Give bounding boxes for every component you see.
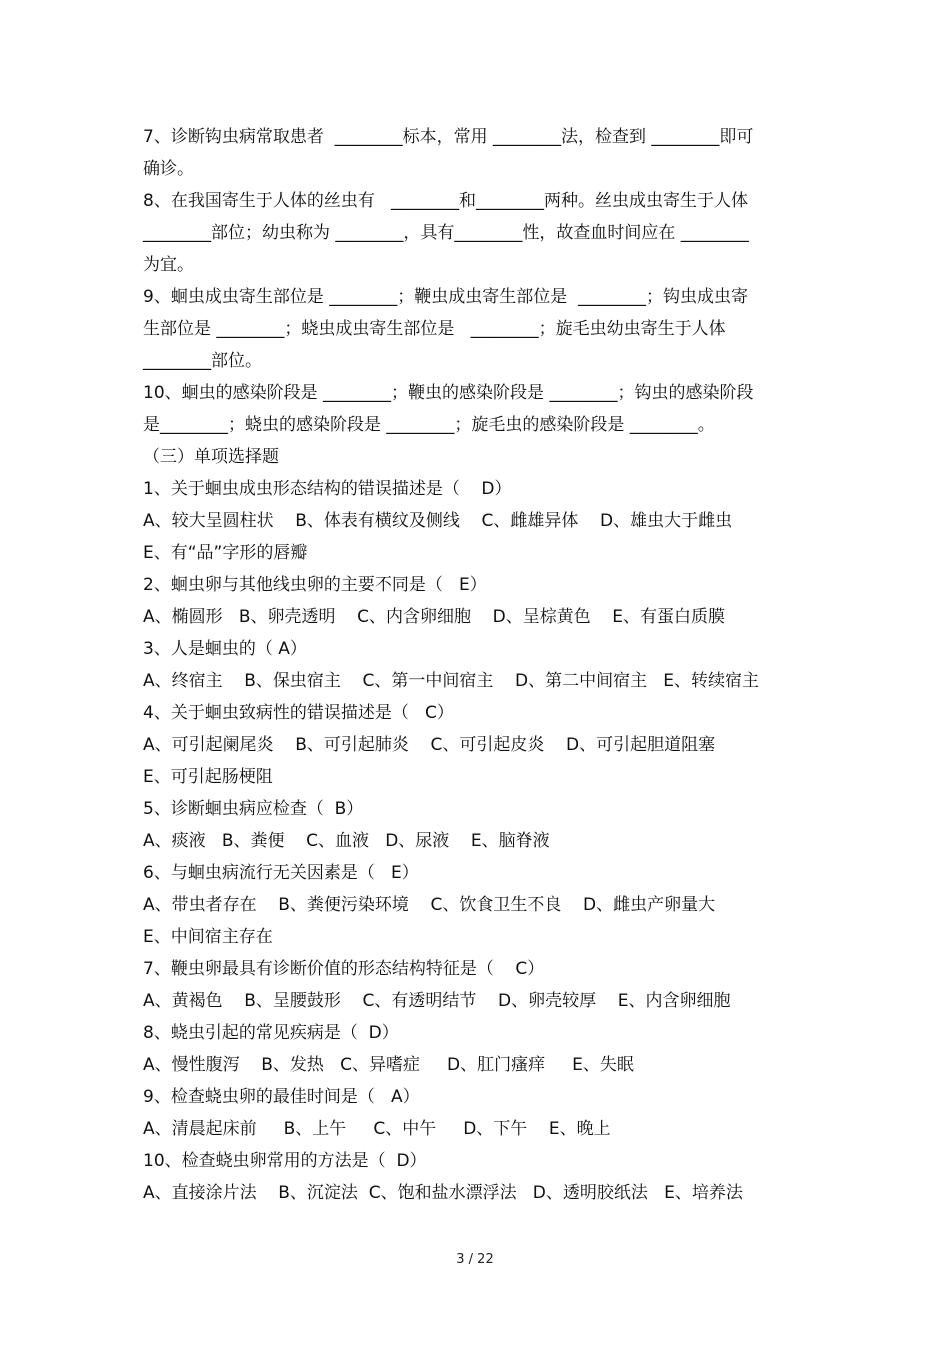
mc-question-6: 6、与蛔虫病流行无关因素是（ E） <box>143 863 419 883</box>
mc-question-10: 10、检查蛲虫卵常用的方法是（ D） <box>143 1151 427 1171</box>
mc-question-5: 5、诊断蛔虫病应检查（ B） <box>143 799 364 819</box>
fill-in-question-8-line-2: ________部位；幼虫称为 ________，具有________性，故查血时间应在 ________ <box>143 223 749 243</box>
mc-question-7-options: A、黄褐色 B、呈腰鼓形 C、有透明结节 D、卵壳较厚 E、内含卵细胞 <box>143 991 731 1011</box>
mc-question-8: 8、蛲虫引起的常见疾病是（ D） <box>143 1023 399 1043</box>
fill-in-question-8-line-3: 为宜。 <box>143 255 194 275</box>
mc-question-9-options: A、清晨起床前 B、上午 C、中午 D、下午 E、晚上 <box>143 1119 611 1139</box>
mc-question-9: 9、检查蛲虫卵的最佳时间是（ A） <box>143 1087 420 1107</box>
mc-question-2-options: A、椭圆形 B、卵壳透明 C、内含卵细胞 D、呈棕黄色 E、有蛋白质膜 <box>143 607 726 627</box>
mc-question-1: 1、关于蛔虫成虫形态结构的错误描述是（ D） <box>143 479 512 499</box>
fill-in-question-10-line-2: 是________；蛲虫的感染阶段是 ________；旋毛虫的感染阶段是 ________。 <box>143 415 715 435</box>
fill-in-question-10-line-1: 10、蛔虫的感染阶段是 ________；鞭虫的感染阶段是 ________；钩虫的感染阶段 <box>143 383 754 403</box>
fill-in-question-8-line-1: 8、在我国寄生于人体的丝虫有 ________和________两种。丝虫成虫寄生于人体 <box>143 191 749 211</box>
mc-question-1-options-line-2: E、有“品”字形的唇瓣 <box>143 543 308 563</box>
mc-question-4-options-line-2: E、可引起肠梗阻 <box>143 767 273 787</box>
mc-question-5-options: A、痰液 B、粪便 C、血液 D、尿液 E、脑脊液 <box>143 831 550 851</box>
mc-question-6-options-line-1: A、带虫者存在 B、粪便污染环境 C、饮食卫生不良 D、雌虫产卵量大 <box>143 895 716 915</box>
fill-in-question-7-line-1: 7、诊断钩虫病常取患者 ________标本，常用 ________法，检查到 ________即可 <box>143 127 754 147</box>
fill-in-question-9-line-3: ________部位。 <box>143 351 262 371</box>
mc-question-7: 7、鞭虫卵最具有诊断价值的形态结构特征是（ C） <box>143 959 545 979</box>
section-heading: （三）单项选择题 <box>143 447 279 467</box>
mc-question-8-options: A、慢性腹泻 B、发热 C、异嗜症 D、肛门瘙痒 E、失眠 <box>143 1055 634 1075</box>
mc-question-4: 4、关于蛔虫致病性的错误描述是（ C） <box>143 703 454 723</box>
page-number: 3 / 22 <box>456 1252 494 1267</box>
mc-question-3: 3、人是蛔虫的（ A） <box>143 639 307 659</box>
fill-in-question-9-line-1: 9、蛔虫成虫寄生部位是 ________；鞭虫成虫寄生部位是 ________；钩虫成虫寄 <box>143 287 749 307</box>
mc-question-1-options-line-1: A、较大呈圆柱状 B、体表有横纹及侧线 C、雌雄异体 D、雄虫大于雌虫 <box>143 511 733 531</box>
fill-in-question-7-line-2: 确诊。 <box>143 159 194 179</box>
mc-question-4-options-line-1: A、可引起阑尾炎 B、可引起肺炎 C、可引起皮炎 D、可引起胆道阻塞 <box>143 735 716 755</box>
page-content <box>143 121 813 1209</box>
mc-question-3-options: A、终宿主 B、保虫宿主 C、第一中间宿主 D、第二中间宿主 E、转续宿主 <box>143 671 760 691</box>
mc-question-10-options: A、直接涂片法 B、沉淀法 C、饱和盐水漂浮法 D、透明胶纸法 E、培养法 <box>143 1183 743 1203</box>
mc-question-2: 2、蛔虫卵与其他线虫卵的主要不同是（ E） <box>143 575 487 595</box>
mc-question-6-options-line-2: E、中间宿主存在 <box>143 927 273 947</box>
fill-in-question-9-line-2: 生部位是 ________；蛲虫成虫寄生部位是 ________；旋毛虫幼虫寄生于人体 <box>143 319 726 339</box>
